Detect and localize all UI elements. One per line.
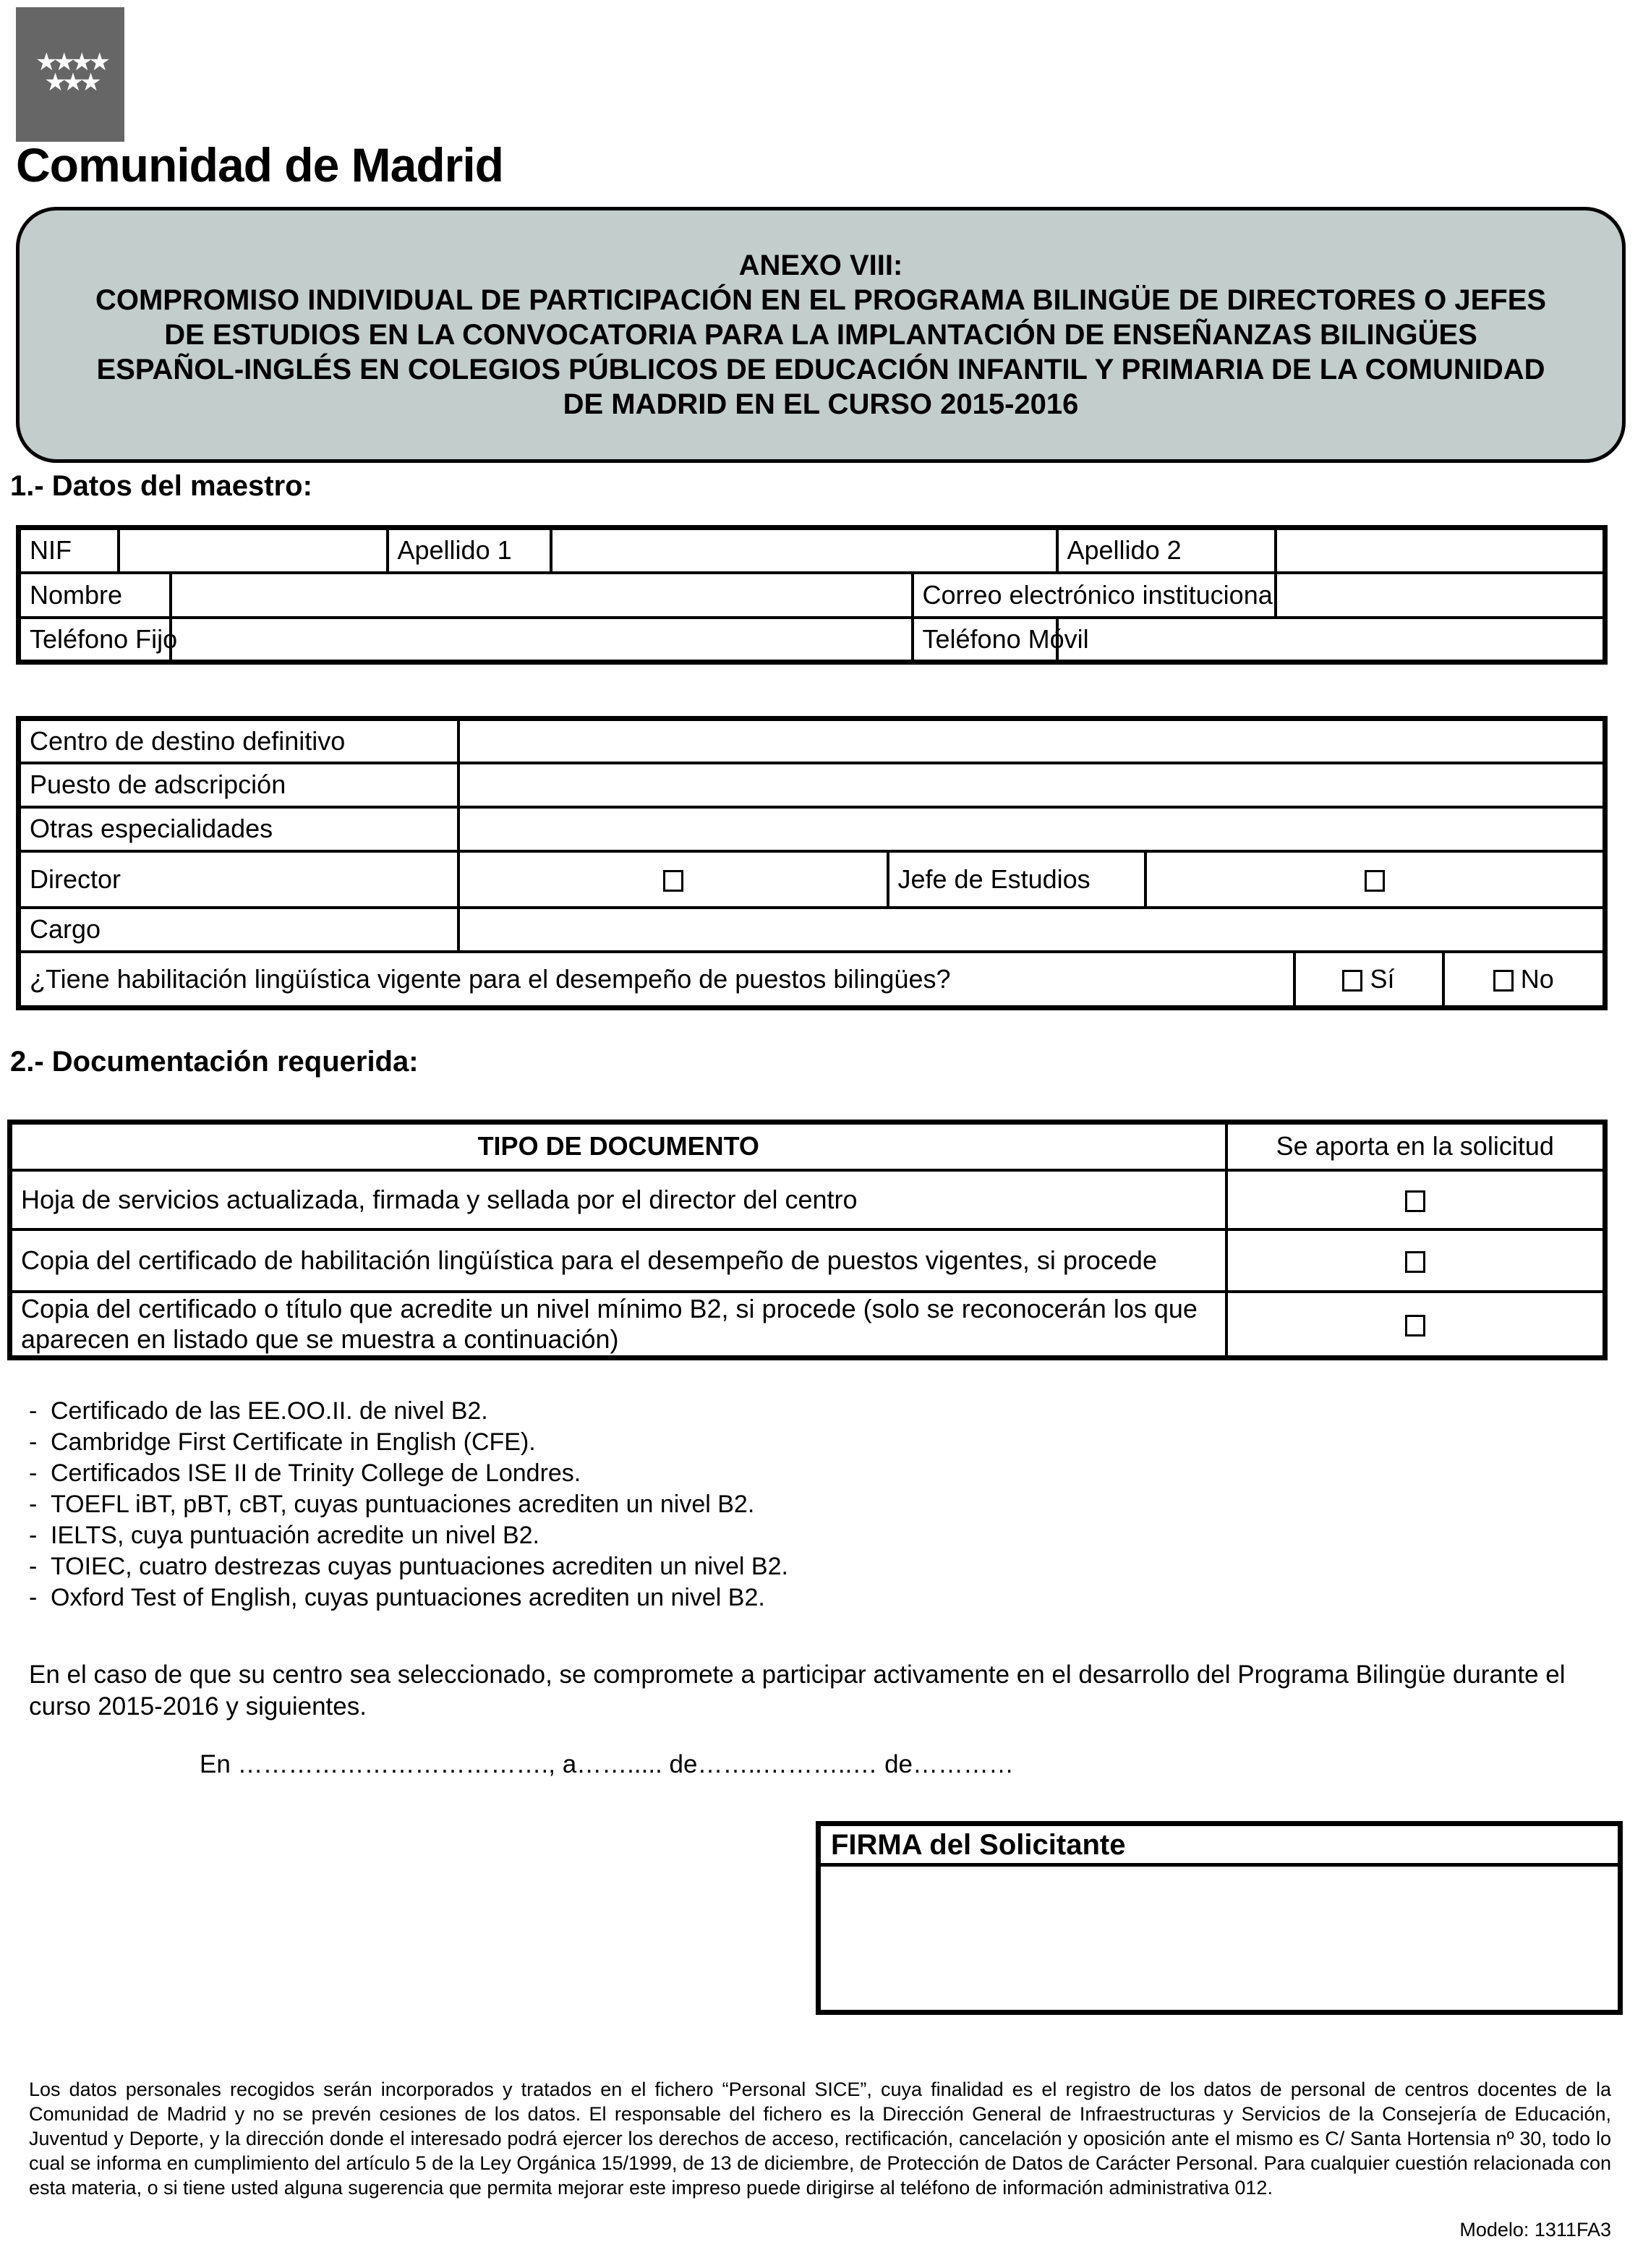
habilitacion-no-label: No — [1520, 963, 1554, 994]
telefono-fijo-label: Teléfono Fijo — [19, 618, 171, 662]
puesto-field[interactable] — [458, 763, 1605, 807]
habilitacion-yes-option[interactable] — [1294, 952, 1443, 1008]
table-row — [10, 1292, 1605, 1358]
list-item: - Oxford Test of English, cuyas puntuaciones acrediten un nivel B2. — [29, 1582, 788, 1613]
centro-field[interactable] — [458, 719, 1605, 763]
document-provided-checkbox[interactable] — [1405, 1251, 1425, 1273]
list-item: - TOIEC, cuatro destrezas cuyas puntuaciones acrediten un nivel B2. — [29, 1551, 788, 1582]
table-row — [10, 1170, 1605, 1229]
habilitacion-yes-checkbox[interactable] — [1342, 970, 1362, 992]
especialidades-field[interactable] — [458, 807, 1605, 851]
list-item: - Certificado de las EE.OO.II. de nivel B2. — [29, 1396, 788, 1427]
nif-field[interactable] — [119, 528, 388, 573]
post-data-table — [16, 716, 1608, 1010]
place-date-line[interactable]: En ………………………………., a……..... de……..………..… de………… — [200, 1750, 1014, 1778]
telefono-fijo-field[interactable] — [171, 618, 913, 662]
list-item: - TOEFL iBT, pBT, cBT, cuyas puntuaciones acrediten un nivel B2. — [29, 1489, 788, 1520]
data-protection-notice: Los datos personales recogidos serán incorporados y tratados en el fichero “Personal SICE”, cuya finalidad es el registro de los datos de personal de centros docentes de la Comunidad de Madrid y no se prevén cesiones de los datos. El responsable del fichero es la Dirección General de Infraestructuras y Servicios de la Consejería de Educación, Juventud y Deporte, y la dirección donde el interesado podrá ejercer los derechos de acceso, rectificación, cancelación y oposición ante el mismo es C/ Santa Hortensia nº 30, todo lo cual se informa en cumplimiento del artículo 5 de la Ley Orgánica 15/1999, de 13 de diciembre, de Protección de Datos de Carácter Personal. Para cualquier cuestión relacionada con esta materia, o si tiene usted alguna sugerencia que permita mejorar este impreso puede dirigirse al teléfono de información administrativa 012. — [29, 2079, 1611, 2199]
apellido2-field[interactable] — [1276, 528, 1605, 573]
documentation-table — [7, 1120, 1608, 1360]
comunidad-madrid-logo — [16, 7, 124, 142]
apellido2-label: Apellido 2 — [1057, 528, 1276, 573]
list-item: - Certificados ISE II de Trinity College de Londres. — [29, 1458, 788, 1489]
form-title-line-1: COMPROMISO INDIVIDUAL DE PARTICIPACIÓN EN EL PROGRAMA BILINGÜE DE DIRECTORES O JEFES — [95, 284, 1547, 316]
jefe-estudios-checkbox[interactable] — [1365, 870, 1385, 892]
form-title-line-2: DE ESTUDIOS EN LA CONVOCATORIA PARA LA IMPLANTACIÓN DE ENSEÑANZAS BILINGÜES — [164, 319, 1477, 351]
form-title-line-4: DE MADRID EN EL CURSO 2015-2016 — [563, 388, 1079, 420]
column-header-provided: Se aporta en la solicitud — [1226, 1122, 1605, 1170]
nombre-field[interactable] — [171, 573, 913, 618]
jefe-estudios-cell — [1145, 851, 1605, 908]
especialidades-label: Otras especialidades — [19, 807, 458, 851]
document-provided-checkbox[interactable] — [1405, 1190, 1425, 1212]
column-header-document-type: TIPO DE DOCUMENTO — [10, 1122, 1226, 1170]
apellido1-field[interactable] — [551, 528, 1057, 573]
director-label: Director — [19, 851, 458, 908]
form-title-box — [16, 207, 1626, 463]
telefono-movil-field[interactable] — [1057, 618, 1605, 662]
cargo-label: Cargo — [19, 908, 458, 952]
signature-field[interactable] — [821, 1867, 1618, 2011]
correo-field[interactable] — [1276, 573, 1605, 618]
accepted-certificates-list — [29, 1396, 788, 1613]
annex-label: ANEXO VIII: — [738, 250, 903, 281]
model-code: Modelo: 1311FA3 — [1459, 2219, 1611, 2241]
teacher-data-table — [16, 525, 1608, 665]
list-item: - Cambridge First Certificate in English (CFE). — [29, 1427, 788, 1458]
table-row — [10, 1229, 1605, 1292]
form-title-line-3: ESPAÑOL-INGLÉS EN COLEGIOS PÚBLICOS DE EDUCACIÓN INFANTIL Y PRIMARIA DE LA COMUNIDAD — [96, 354, 1545, 385]
puesto-label: Puesto de adscripción — [19, 763, 458, 807]
star-flag-icon: ★★★★ ★★★ — [35, 48, 106, 96]
centro-label: Centro de destino definitivo — [19, 719, 458, 763]
nif-label: NIF — [19, 528, 119, 573]
director-cell — [458, 851, 888, 908]
signature-box — [816, 1821, 1623, 2015]
telefono-movil-label: Teléfono Móvil — [913, 618, 1057, 662]
habilitacion-question: ¿Tiene habilitación lingüística vigente para el desempeño de puestos bilingües? — [19, 952, 1294, 1008]
habilitacion-yes-label: Sí — [1370, 963, 1395, 994]
section-teacher-data-title: 1.- Datos del maestro: — [10, 470, 312, 502]
organization-name: Comunidad de Madrid — [16, 138, 503, 192]
document-name: Copia del certificado de habilitación lingüística para el desempeño de puestos vigentes, si procede — [10, 1229, 1226, 1292]
commitment-paragraph: En el caso de que su centro sea seleccionado, se compromete a participar activamente en el desarrollo del Programa Bilingüe durante el curso 2015-2016 y siguientes. — [29, 1660, 1566, 1721]
director-checkbox[interactable] — [663, 870, 683, 892]
document-name: Hoja de servicios actualizada, firmada y sellada por el director del centro — [10, 1170, 1226, 1229]
section-documentation-title: 2.- Documentación requerida: — [10, 1046, 419, 1078]
jefe-estudios-label: Jefe de Estudios — [888, 851, 1145, 908]
nombre-label: Nombre — [19, 573, 171, 618]
document-provided-checkbox[interactable] — [1405, 1315, 1425, 1336]
correo-label: Correo electrónico institucional — [913, 573, 1276, 618]
signature-title: FIRMA del Solicitante — [821, 1826, 1618, 1867]
habilitacion-no-option[interactable] — [1443, 952, 1605, 1008]
cargo-field[interactable] — [458, 908, 1605, 952]
list-item: - IELTS, cuya puntuación acredite un nivel B2. — [29, 1520, 788, 1551]
apellido1-label: Apellido 1 — [388, 528, 551, 573]
habilitacion-no-checkbox[interactable] — [1493, 970, 1514, 992]
document-name: Copia del certificado o título que acredite un nivel mínimo B2, si procede (solo se reconocerán los que aparecen en listado que se muestra a continuación) — [10, 1292, 1226, 1358]
